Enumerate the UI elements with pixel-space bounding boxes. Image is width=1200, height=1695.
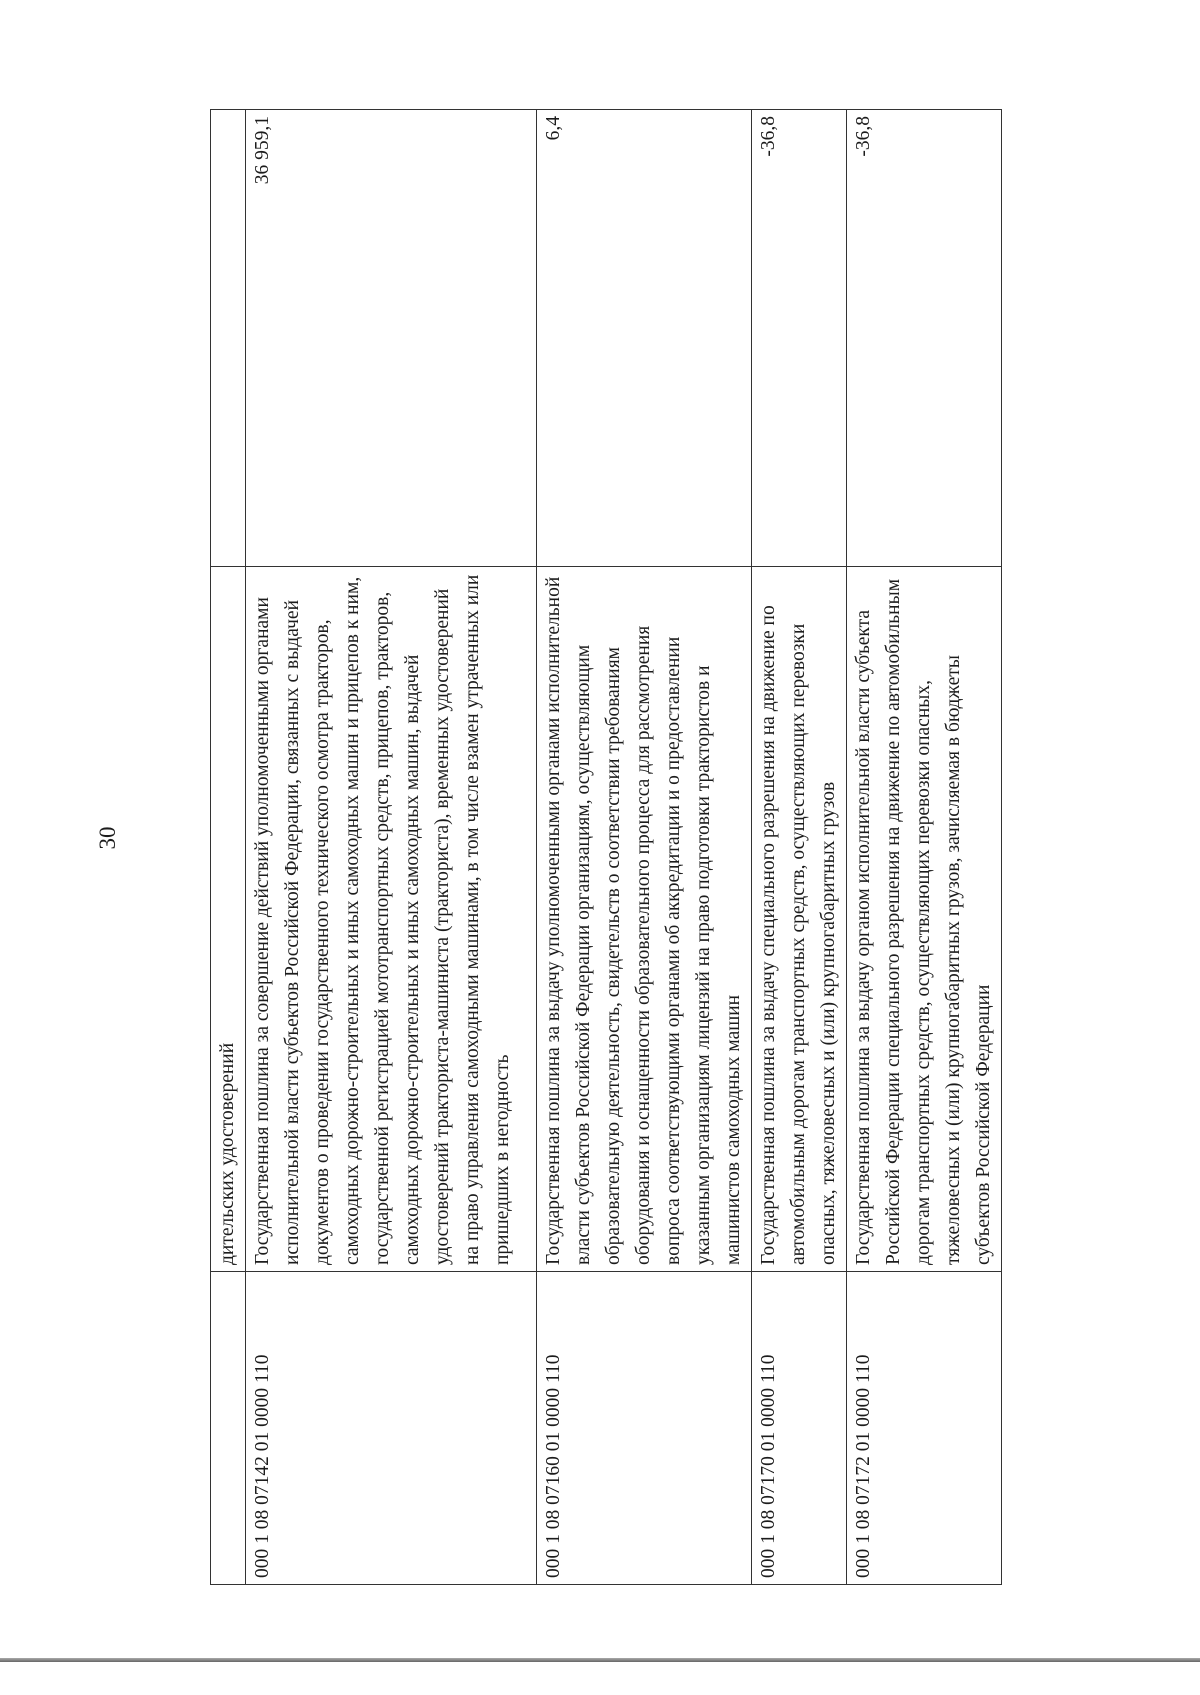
revenue-name: Государственная пошлина за выдачу уполномоченными органами исполнительной власти субъектов Российской Федерации организациям, осуществляющим образовательную деятельность, свидетельств о соответствии требованиям оборудования и оснащенности образовательного процесса для рассмотрения вопроса соответствующими органами об аккредитации и о предоставлении указанным организациям лицензий на право подготовки трактористов и машинистов самоходных машин (537, 567, 752, 1272)
revenue-name: дительских удостоверений (211, 567, 246, 1272)
revenue-name: Государственная пошлина за выдачу органом исполнительной власти субъекта Российской Федерации специального разрешения на движение по автомобильным дорогам транспортных средств, осуществляющих перевозки опасных, тяжеловесных и (или) крупногабаритных грузов, зачисляемая в бюджеты субъектов Российской Федерации (847, 567, 1002, 1272)
kbk-code (211, 1272, 246, 1585)
kbk-code: 000 1 08 07160 01 0000 110 (537, 1272, 752, 1585)
table-row (847, 110, 1002, 1585)
amount-value: 6,4 (537, 110, 752, 567)
amount-value: -36,8 (752, 110, 847, 567)
amount-value (211, 110, 246, 567)
rotated-page-content (210, 110, 1090, 1585)
kbk-code: 000 1 08 07172 01 0000 110 (847, 1272, 1002, 1585)
page-number: 30 (95, 826, 120, 850)
table-row (211, 110, 246, 1585)
table-row (246, 110, 537, 1585)
kbk-code: 000 1 08 07142 01 0000 110 (246, 1272, 537, 1585)
amount-value: -36,8 (847, 110, 1002, 567)
revenue-name: Государственная пошлина за выдачу специального разрешения на движение по автомобильным дорогам транспортных средств, осуществляющих перевозки опасных, тяжеловесных и (или) крупногабаритных грузов (752, 567, 847, 1272)
revenue-table (210, 109, 1002, 1585)
scan-footer-line (0, 1658, 1200, 1662)
kbk-code: 000 1 08 07170 01 0000 110 (752, 1272, 847, 1585)
amount-value: 36 959,1 (246, 110, 537, 567)
revenue-name: Государственная пошлина за совершение действий уполномоченными органами исполнительной власти субъектов Российской Федерации, связанных с выдачей документов о проведении государственного технического осмотра тракторов, самоходных дорожно-строительных и иных самоходных машин и прицепов к ним, государственной регистрацией мототранспортных средств, прицепов, тракторов, самоходных дорожно-строительных и иных самоходных машин, выдачей удостоверений тракториста-машиниста (тракториста), временных удостоверений на право управления самоходными машинами, в том числе взамен утраченных или пришедших в негодность (246, 567, 537, 1272)
table-row (537, 110, 752, 1585)
table-row (752, 110, 847, 1585)
